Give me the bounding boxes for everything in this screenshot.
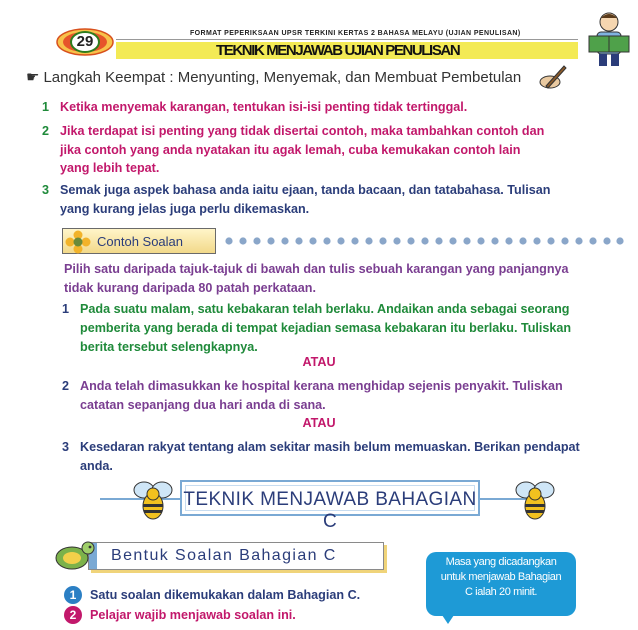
- c-item-1: [69, 586, 361, 604]
- question-line: berita tersebut selengkapnya.: [80, 340, 258, 354]
- step-number: 1: [42, 100, 50, 114]
- instruction: [64, 260, 569, 298]
- teknik-bahagian-c-banner: [180, 480, 480, 532]
- question-number: 3: [62, 440, 70, 454]
- question-number: 1: [62, 302, 70, 316]
- bee-icon: [130, 478, 176, 522]
- header-bar: [116, 30, 578, 60]
- bee-icon: [512, 478, 558, 522]
- bentuk-soalan-text: Bentuk Soalan Bahagian C: [111, 547, 337, 564]
- question-2: [62, 377, 563, 415]
- header-title: TEKNIK MENJAWAB UJIAN PENULISAN: [216, 42, 460, 59]
- dotted-rule: [224, 236, 624, 246]
- bubble-tail: [440, 612, 456, 624]
- question-line: Kesedaran rakyat tentang alam sekitar masih belum memuaskan. Berikan pendapat: [80, 440, 580, 454]
- langkah-heading-text: Langkah Keempat : Menyunting, Menyemak, dan Membuat Pembetulan: [43, 69, 522, 86]
- atau-label: ATAU: [302, 416, 336, 430]
- page-number: 29: [70, 31, 100, 53]
- question-line: catatan sepanjang dua hari anda di sana.: [80, 398, 326, 412]
- step-line: Semak juga aspek bahasa anda iaitu ejaan, tanda bacaan, dan tatabahasa. Tulisan: [60, 183, 551, 197]
- flower-icon: [65, 230, 91, 254]
- step-number: 3: [42, 183, 50, 197]
- question-3: [62, 438, 580, 476]
- reader-icon: [585, 10, 633, 68]
- bubble-line: C ialah 20 minit.: [464, 586, 538, 598]
- question-1: [62, 300, 572, 357]
- instruction-line: tidak kurang daripada 80 patah perkataan.: [64, 281, 316, 295]
- step-3: [42, 181, 551, 218]
- contoh-soalan-label: [62, 228, 216, 254]
- instruction-line: Pilih satu daripada tajuk-tajuk di bawah dan tulis sebuah karangan yang panjangnya: [64, 262, 569, 276]
- step-1: [42, 98, 468, 117]
- quill-icon: [538, 64, 568, 90]
- question-number: 2: [62, 379, 70, 393]
- step-number: 2: [42, 124, 50, 138]
- item-text: Satu soalan dikemukakan dalam Bahagian C.: [90, 588, 361, 602]
- question-line: Anda telah dimasukkan ke hospital kerana menghidap sejenis penyakit. Tuliskan: [80, 379, 563, 393]
- step-line: yang kurang jelas juga perlu dikemaskan.: [60, 201, 310, 216]
- banner-title: TEKNIK MENJAWAB BAHAGIAN C: [183, 489, 477, 532]
- turtle-icon: [52, 534, 96, 574]
- atau-label: ATAU: [302, 355, 336, 369]
- page-badge: [56, 28, 114, 56]
- step-line: Ketika menyemak karangan, tentukan isi-isi penting tidak tertinggal.: [60, 100, 468, 114]
- bentuk-soalan-heading: [88, 542, 384, 570]
- hand-pointer-icon: ☛: [26, 69, 40, 86]
- question-line: anda.: [80, 459, 113, 473]
- bubble-line: untuk menjawab Bahagian: [440, 571, 562, 583]
- question-line: pemberita yang berada di tempat kejadian semasa kebakaran itu berlaku. Tuliskan: [80, 321, 572, 335]
- item-number: 2: [64, 606, 82, 624]
- header-subtitle: FORMAT PEPERIKSAAN UPSR TERKINI KERTAS 2 BAHASA MELAYU (UJIAN PENULISAN): [190, 30, 521, 37]
- question-line: Pada suatu malam, satu kebakaran telah berlaku. Andaikan anda sebagai seorang: [80, 302, 570, 316]
- step-line: yang lebih tepat.: [60, 161, 160, 175]
- contoh-soalan-text: Contoh Soalan: [97, 234, 184, 249]
- time-note-bubble: [426, 552, 576, 616]
- step-2: [42, 122, 545, 178]
- step-line: Jika terdapat isi penting yang tidak disertai contoh, maka tambahkan contoh dan: [60, 124, 545, 138]
- item-number: 1: [64, 586, 82, 604]
- item-text: Pelajar wajib menjawab soalan ini.: [90, 608, 296, 622]
- step-line: jika contoh yang anda nyatakan itu agak lemah, cuba kemukakan contoh lain: [60, 142, 521, 157]
- langkah-heading: [26, 68, 521, 86]
- bubble-line: Masa yang dicadangkan: [445, 556, 557, 568]
- c-item-2: [69, 606, 296, 624]
